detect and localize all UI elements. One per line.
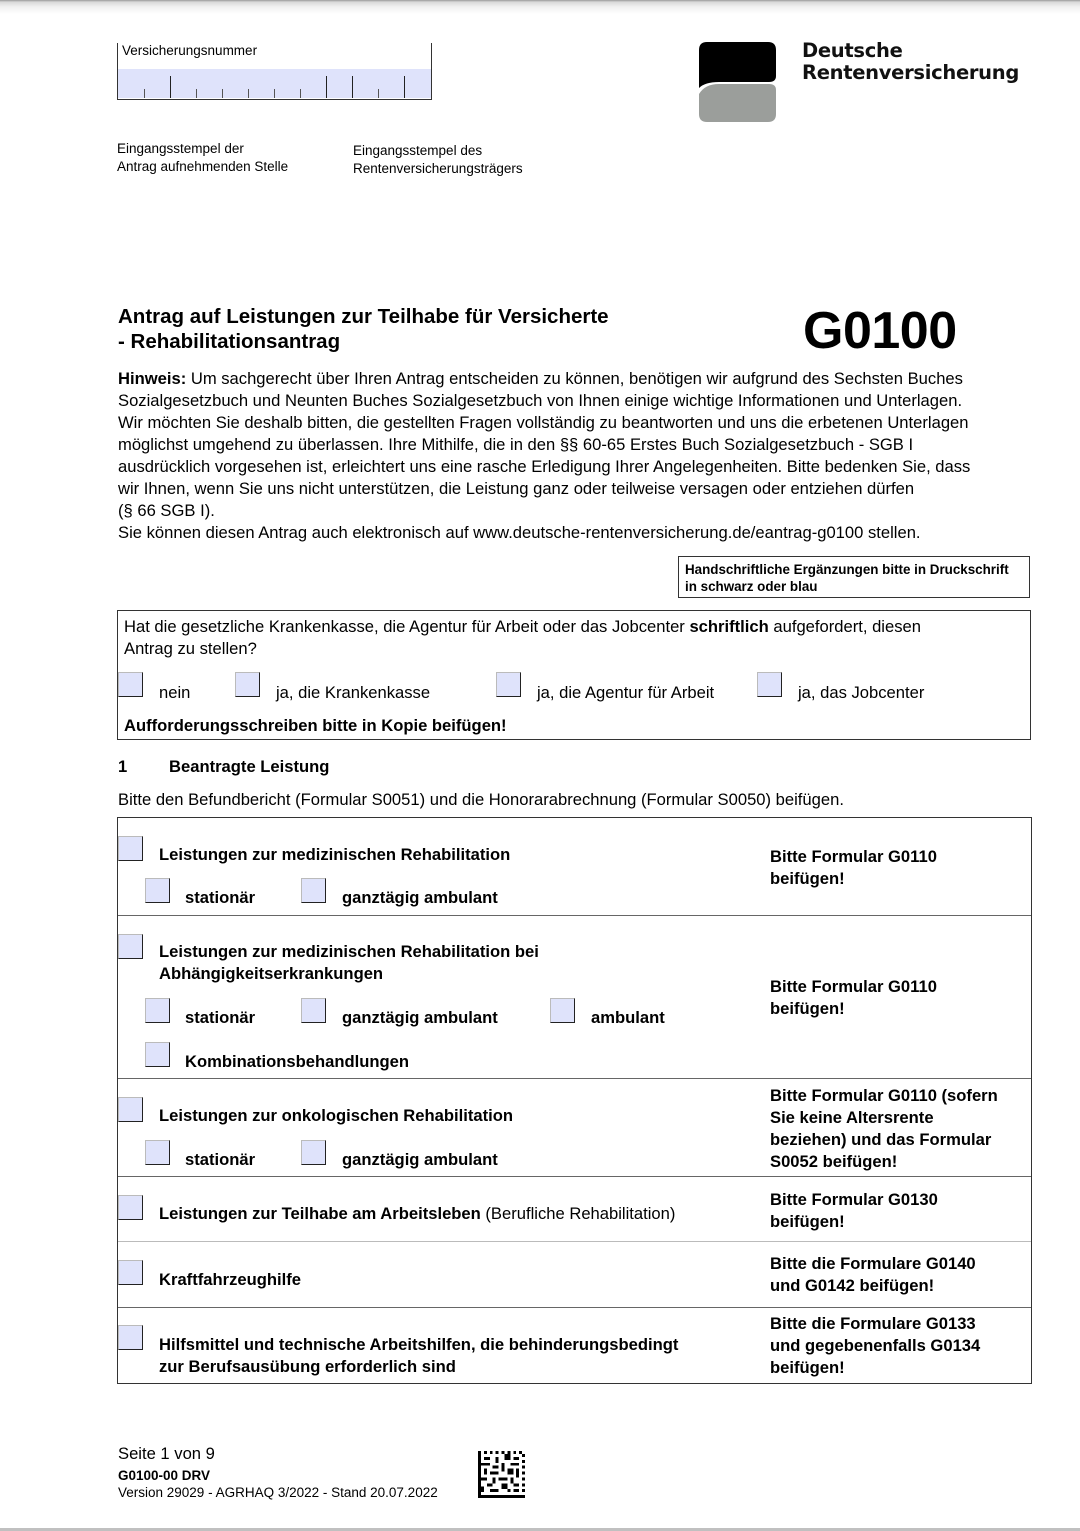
question-text-bold: schriftlich	[689, 617, 769, 636]
note-line: Bitte Formular G0110	[770, 847, 937, 866]
note-line: und G0142 beifügen!	[770, 1276, 935, 1295]
benefit-label	[159, 1203, 675, 1225]
hinweis-line: Wir möchten Sie deshalb bitten, die gestellten Fragen vollständig zu beantworten und uns die erbetenen Unterlagen	[118, 413, 969, 432]
question-text-line2: Antrag zu stellen?	[124, 639, 257, 658]
checkbox-addiction-ganztaegig[interactable]	[301, 998, 326, 1023]
checkbox-nein[interactable]	[118, 672, 143, 697]
stamp-label-left	[117, 140, 288, 176]
sub-option-label: ambulant	[591, 1008, 665, 1027]
hinweis-line: Um sachgerecht über Ihren Antrag entscheiden zu können, benötigen wir aufgrund des Sechsten Buches	[186, 369, 963, 388]
benefit-label-line: Hilfsmittel und technische Arbeitshilfen, die behinderungsbedingt	[159, 1335, 679, 1354]
datamatrix-code-icon	[478, 1451, 525, 1498]
logo-line2: Rentenversicherung	[802, 61, 1020, 84]
sub-option-label: ganztägig ambulant	[342, 1008, 498, 1027]
benefit-note	[770, 1253, 1030, 1297]
checkbox-oncology-ganztaegig[interactable]	[301, 1140, 326, 1165]
checkbox-oncology-stationaer[interactable]	[145, 1140, 170, 1165]
page-number: Seite 1 von 9	[118, 1444, 215, 1463]
form-version: Version 29029 - AGRHAQ 3/2022 - Stand 20.07.2022	[118, 1485, 438, 1500]
checkbox-jobcenter[interactable]	[757, 672, 782, 697]
benefit-row-addiction-rehab	[118, 916, 1031, 1079]
form-title	[118, 304, 609, 354]
sub-option-label: stationär	[185, 888, 256, 907]
benefit-label	[159, 1334, 678, 1378]
hinweis-line-eantrag: Sie können diesen Antrag auch elektronisch auf www.deutsche-rentenversicherung.de/eantrag-g0100 stellen.	[118, 523, 921, 542]
benefit-label: Kraftfahrzeughilfe	[159, 1270, 301, 1289]
sub-option-label: ganztägig ambulant	[342, 888, 498, 907]
section-title: Beantragte Leistung	[169, 757, 330, 776]
question-text	[124, 616, 1004, 660]
option-label-jobcenter: ja, das Jobcenter	[798, 683, 925, 702]
benefit-row-oncology-rehab	[118, 1079, 1031, 1177]
form-title-line2: - Rehabilitationsantrag	[118, 330, 341, 353]
request-question-box	[117, 610, 1031, 740]
form-title-line1: Antrag auf Leistungen zur Teilhabe für Versicherte	[118, 305, 609, 328]
note-line: Bitte die Formulare G0140	[770, 1254, 976, 1273]
handwriting-note-line: Handschriftliche Ergänzungen bitte in Druckschrift	[685, 562, 1009, 577]
note-line: Bitte Formular G0110	[770, 977, 937, 996]
drv-logo-text	[802, 40, 1019, 84]
benefit-row-work-participation	[118, 1177, 1031, 1242]
benefit-note	[770, 1085, 1030, 1173]
checkbox-work-participation[interactable]	[118, 1195, 143, 1220]
hinweis-label: Hinweis:	[118, 369, 187, 388]
benefit-note	[770, 1313, 1030, 1379]
note-line: Sie keine Altersrente	[770, 1108, 934, 1127]
hinweis-line: möglichst umgehend zu überlassen. Ihre Mithilfe, die in den §§ 60-65 Erstes Buch Sozialgesetzbuch - SGB I	[118, 435, 914, 454]
hinweis-line: ausdrücklich vorgesehen ist, erleichtert uns eine rasche Erledigung Ihrer Angelegenheiten. Bitte bedenken Sie, dass	[118, 457, 971, 476]
benefit-note	[770, 846, 1030, 890]
benefit-label-bold: Leistungen zur Teilhabe am Arbeitsleben	[159, 1204, 481, 1223]
stamp-left-line: Antrag aufnehmenden Stelle	[117, 159, 289, 174]
benefits-table	[117, 817, 1032, 1384]
hinweis-line: Sozialgesetzbuch und Neunten Buches Sozialgesetzbuch von Ihnen einige wichtige Informationen und Unterlagen.	[118, 391, 963, 410]
versicherungsnummer-box	[117, 43, 432, 100]
question-text-part: Hat die gesetzliche Krankenkasse, die Agentur für Arbeit oder das Jobcenter	[124, 617, 690, 636]
checkbox-krankenkasse[interactable]	[235, 672, 260, 697]
checkbox-medical-rehab-stationaer[interactable]	[145, 878, 170, 903]
stamp-right-line: Eingangsstempel des	[353, 143, 483, 158]
option-label-nein: nein	[159, 683, 191, 702]
sub-option-label: Kombinationsbehandlungen	[185, 1052, 410, 1071]
section-note: Bitte den Befundbericht (Formular S0051) und die Honorarabrechnung (Formular S0050) beifügen.	[118, 790, 844, 809]
note-line: S0052 beifügen!	[770, 1152, 898, 1171]
question-footer-note: Aufforderungsschreiben bitte in Kopie beifügen!	[124, 716, 507, 735]
checkbox-vehicle-aid[interactable]	[118, 1260, 143, 1285]
benefit-label-line: zur Berufsausübung erforderlich sind	[159, 1357, 456, 1376]
checkbox-aids-equipment[interactable]	[118, 1325, 143, 1350]
note-line: Bitte Formular G0110 (sofern	[770, 1086, 998, 1105]
note-line: beziehen) und das Formular	[770, 1130, 992, 1149]
checkbox-agentur-fuer-arbeit[interactable]	[496, 672, 521, 697]
checkbox-addiction-rehab[interactable]	[118, 934, 143, 959]
note-line: Bitte Formular G0130	[770, 1190, 938, 1209]
option-label-krankenkasse: ja, die Krankenkasse	[276, 683, 431, 702]
form-number: G0100	[803, 302, 957, 360]
note-line: beifügen!	[770, 1358, 845, 1377]
option-label-agentur: ja, die Agentur für Arbeit	[537, 683, 715, 702]
hinweis-paragraph	[118, 368, 1048, 544]
benefit-label-normal: (Berufliche Rehabilitation)	[480, 1204, 676, 1223]
stamp-left-line: Eingangsstempel der	[117, 141, 244, 156]
sub-option-label: stationär	[185, 1150, 256, 1169]
checkbox-medical-rehab-ganztaegig[interactable]	[301, 878, 326, 903]
note-line: beifügen!	[770, 1212, 845, 1231]
hinweis-line: wir Ihnen, wenn Sie uns nicht unterstützen, die Leistung ganz oder teilweise versagen oder entziehen dürfen	[118, 479, 915, 498]
question-text-part: aufgefordert, diesen	[768, 617, 921, 636]
benefit-note	[770, 1189, 1030, 1233]
sub-option-label: ganztägig ambulant	[342, 1150, 498, 1169]
note-line: und gegebenenfalls G0134	[770, 1336, 981, 1355]
hinweis-line: (§ 66 SGB I).	[118, 501, 215, 520]
note-line: beifügen!	[770, 869, 845, 888]
benefit-label: Leistungen zur medizinischen Rehabilitation	[159, 845, 511, 864]
benefit-label	[159, 941, 539, 985]
benefit-label-line: Leistungen zur medizinischen Rehabilitation bei	[159, 942, 539, 961]
note-line: beifügen!	[770, 999, 845, 1018]
checkbox-medical-rehab[interactable]	[118, 836, 143, 861]
versicherungsnummer-input[interactable]	[118, 69, 431, 98]
checkbox-addiction-ambulant[interactable]	[550, 998, 575, 1023]
benefit-row-aids-equipment	[118, 1308, 1031, 1383]
versicherungsnummer-label: Versicherungsnummer	[122, 43, 258, 58]
sub-option-label: stationär	[185, 1008, 256, 1027]
stamp-right-line: Rentenversicherungsträgers	[353, 161, 523, 176]
benefit-note	[770, 976, 1030, 1020]
checkbox-addiction-stationaer[interactable]	[145, 998, 170, 1023]
checkbox-oncology-rehab[interactable]	[118, 1097, 143, 1122]
benefit-label-line: Abhängigkeitserkrankungen	[159, 964, 384, 983]
section-number: 1	[118, 757, 128, 776]
logo-line1: Deutsche	[802, 39, 903, 62]
window-top-shadow	[0, 0, 1080, 14]
handwriting-note	[678, 556, 1030, 598]
handwriting-note-line: in schwarz oder blau	[685, 579, 818, 594]
note-line: Bitte die Formulare G0133	[770, 1314, 976, 1333]
benefit-row-vehicle-aid	[118, 1242, 1031, 1308]
benefit-row-medical-rehab	[118, 818, 1031, 916]
form-id: G0100-00 DRV	[118, 1468, 211, 1483]
benefit-label: Leistungen zur onkologischen Rehabilitation	[159, 1106, 514, 1125]
drv-logo-icon	[699, 42, 776, 122]
checkbox-addiction-kombination[interactable]	[145, 1042, 170, 1067]
stamp-label-right	[353, 142, 523, 178]
